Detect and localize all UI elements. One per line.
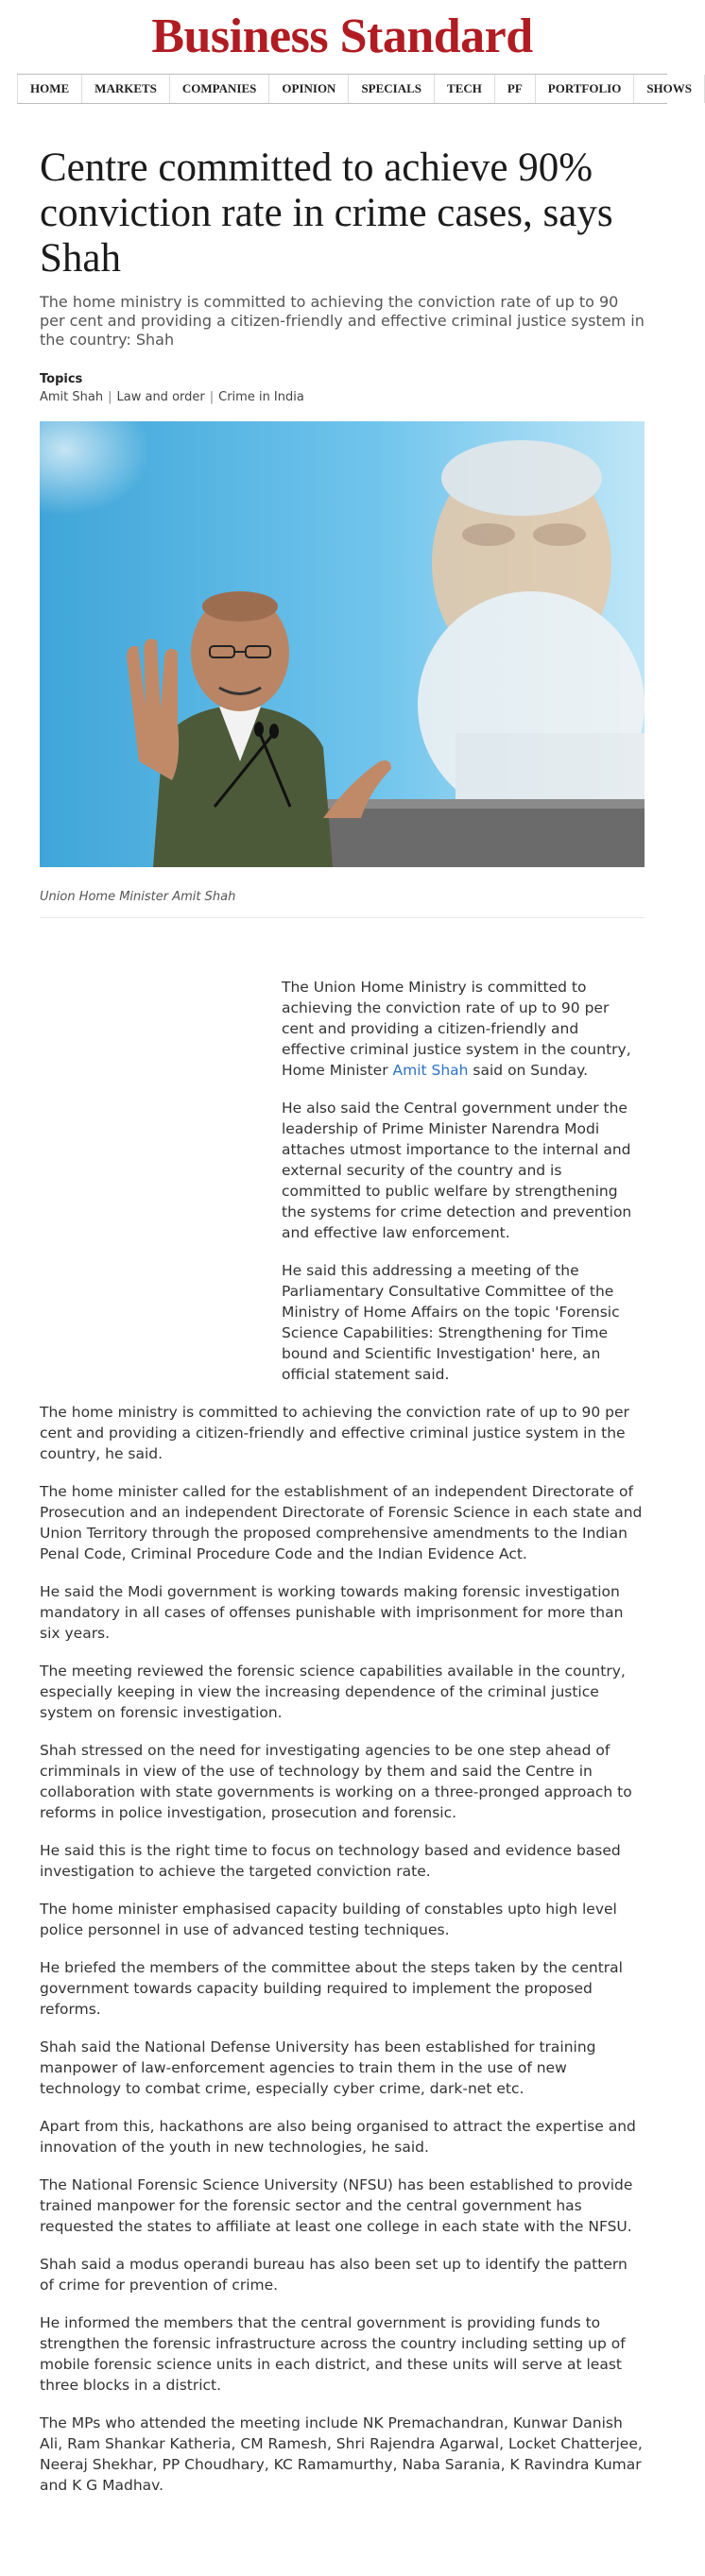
article-paragraph: The home minister emphasised capacity building of constables upto high level police personnel in use of advanced testing techniques. bbox=[40, 1901, 617, 1938]
article-paragraph: The MPs who attended the meeting include NK Premachandran, Kunwar Danish Ali, Ram Shankar Katheria, CM Ramesh, Shri Rajendra Agarwal, Locket Chatterjee, Neeraj Shekhar, PP Choudhary, KC Ramamurthy, Naba Sarania, K Ravindra Kumar and K G Madhav. bbox=[40, 2414, 643, 2494]
nav-item-opinion[interactable]: OPINION bbox=[269, 75, 349, 103]
article-paragraph: The National Forensic Science University (NFSU) has been established to provide trained manpower for the forensic sector and the central government has requested the states to affiliate at least one college in each state with the NFSU. bbox=[40, 2176, 633, 2235]
topic-link-crime-in-india[interactable]: Crime in India bbox=[218, 390, 304, 404]
article-paragraph: He said the Modi government is working towards making forensic investigation mandatory in all cases of offenses punishable with imprisonment for more than six years. bbox=[40, 1583, 624, 1642]
topic-link-law-and-order[interactable]: Law and order bbox=[116, 390, 205, 404]
masthead bbox=[0, 0, 684, 70]
topic-separator: | bbox=[108, 390, 112, 404]
topics-list bbox=[40, 390, 645, 404]
article-paragraph: Shah said the National Defense University has been established for training manpower of law-enforcement agencies to train them in the use of new technology to combat crime, especially cyber crime, dark-net etc. bbox=[40, 2039, 596, 2097]
article-headline: Centre committed to achieve 90% conviction rate in crime cases, says Shah bbox=[40, 145, 613, 281]
topics-title: Topics bbox=[40, 372, 83, 386]
article-paragraph: He said this addressing a meeting of the Parliamentary Consultative Committee of the Ministry of Home Affairs on the topic 'Forensic Science Capabilities: Strengthening for Time bound and Scientific Investigation' here, an official statement said. bbox=[282, 1262, 620, 1383]
nav-item-tech[interactable]: TECH bbox=[435, 75, 495, 103]
article-paragraph: The meeting reviewed the forensic science capabilities available in the country, especially keeping in view the increasing dependence of the criminal justice system on forensic investigation. bbox=[40, 1663, 626, 1721]
article-paragraph: The home ministry is committed to achieving the conviction rate of up to 90 per cent and providing a citizen-friendly and effective criminal justice system in the country, he said. bbox=[40, 1404, 629, 1462]
paragraph-text: said on Sunday. bbox=[468, 1062, 589, 1079]
article-paragraph: Shah said a modus operandi bureau has also been set up to identify the pattern of crime for prevention of crime. bbox=[40, 2256, 628, 2294]
nav-item-companies[interactable]: COMPANIES bbox=[170, 75, 269, 103]
article-paragraph: The home minister called for the establishment of an independent Directorate of Prosecution and an independent Directorate of Forensic Science in each state and Union Territory through the proposed comprehensive amendments to the Indian Penal Code, Criminal Procedure Code and the Indian Evidence Act. bbox=[40, 1483, 643, 1562]
topic-link-amit-shah[interactable]: Amit Shah bbox=[40, 390, 104, 404]
main-nav bbox=[17, 74, 693, 104]
nav-item-markets[interactable]: MARKETS bbox=[82, 75, 170, 103]
article-standfirst: The home ministry is committed to achieving the conviction rate of up to 90 per cent and providing a citizen-friendly and effective criminal justice system in the country: Shah bbox=[40, 293, 645, 349]
nav-item-specials[interactable]: SPECIALS bbox=[349, 75, 435, 103]
article-paragraph: He briefed the members of the committee about the steps taken by the central government towards capacity building required to implement the proposed reforms. bbox=[40, 1959, 623, 2018]
article-paragraph: He informed the members that the central government is providing funds to strengthen the forensic infrastructure across the country including setting up of mobile forensic science units in each district, and these units will serve at least three blocks in a district. bbox=[40, 2314, 626, 2394]
article-hero-image bbox=[40, 421, 645, 867]
ad-placeholder-space bbox=[40, 977, 282, 1373]
article bbox=[0, 145, 684, 2513]
nav-item-pf[interactable]: PF bbox=[495, 75, 536, 103]
nav-item-home[interactable]: HOME bbox=[17, 75, 82, 103]
topic-separator: | bbox=[209, 390, 215, 404]
nav-item-portfolio[interactable]: PORTFOLIO bbox=[536, 75, 635, 103]
article-body bbox=[40, 977, 645, 2513]
article-paragraph: He said this is the right time to focus on technology based and evidence based investigation to achieve the targeted conviction rate. bbox=[40, 1842, 621, 1880]
nav-item-shows[interactable]: SHOWS bbox=[634, 75, 705, 103]
image-caption: Union Home Minister Amit Shah bbox=[40, 890, 645, 918]
article-paragraph: Apart from this, hackathons are also being organised to attract the expertise and innovation of the youth in new technologies, he said. bbox=[40, 2118, 636, 2156]
site-logo[interactable]: Business Standard bbox=[151, 9, 533, 63]
topics-block bbox=[40, 372, 645, 404]
article-paragraph: Shah stressed on the need for investigating agencies to be one step ahead of crimminals in view of the use of technology by them and said the Centre in collaboration with state governments is working on a three-pronged approach to reforms in police investigation, prosecution and forensic. bbox=[40, 1742, 632, 1821]
article-paragraph: He also said the Central government under the leadership of Prime Minister Narendra Modi attaches utmost importance to the internal and external security of the country and is committed to public welfare by strengthening the systems for crime detection and prevention and effective law enforcement. bbox=[282, 1100, 632, 1241]
paragraph-text: The Union Home Ministry is committed to achieving the conviction rate of up to 90 per cent and providing a citizen-friendly and effective criminal justice system in the country, Home Minister bbox=[282, 979, 631, 1079]
amit-shah-link[interactable]: Amit Shah bbox=[392, 1062, 469, 1079]
